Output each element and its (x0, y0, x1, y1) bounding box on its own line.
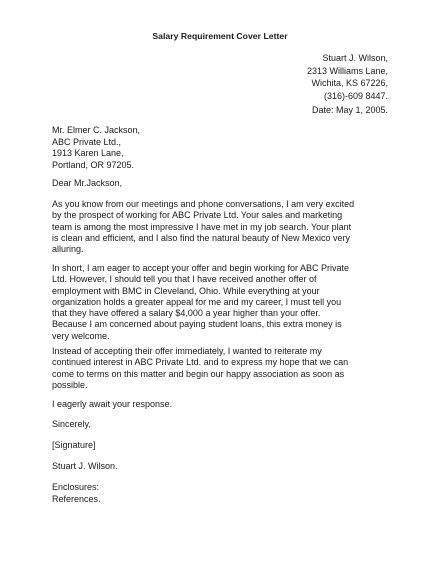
body-paragraph-4 (52, 399, 397, 410)
body-paragraph-3 (52, 346, 397, 391)
sender-name: Stuart J. Wilson, (322, 53, 388, 63)
recipient-name: Mr. Elmer C. Jackson, (52, 125, 141, 135)
sender-street: 2313 Williams Lane, (306, 65, 388, 76)
paragraph-line: possible. (52, 379, 88, 390)
signer-name: Stuart J. Wilson. (52, 461, 118, 471)
paragraph-line: come to terms on this matter and begin our happy association as soon as (52, 368, 345, 379)
body-paragraph-1 (52, 199, 397, 255)
paragraph-line: I eagerly await your response. (52, 399, 173, 409)
paragraph-line: team is among the most impressive I have met in my job search. Your plant (52, 221, 352, 232)
enclosures-item: References. (52, 493, 101, 504)
recipient-city: Portland, OR 97205. (52, 159, 135, 170)
paragraph-line: In short, I am eager to accept your offer and begin working for ABC Private (52, 263, 349, 273)
paragraph-line: that they have offered a salary $4,000 a year higher than your offer. (52, 308, 321, 319)
enclosures-label: Enclosures: (52, 482, 100, 492)
paragraph-line: As you know from our meetings and phone conversations, I am very excited (52, 199, 355, 209)
body-paragraph-2 (52, 263, 397, 342)
recipient-street: 1913 Karen Lane, (52, 148, 124, 158)
paragraph-line: organization holds a greater appeal for me and my career, I must tell you (52, 296, 342, 307)
paragraph-line: Ltd. However, I should tell you that I have received another offer of (52, 274, 317, 285)
document-title: Salary Requirement Cover Letter (152, 31, 288, 41)
salutation: Dear Mr.Jackson, (52, 178, 123, 188)
paragraph-line: continued interest in ABC Private Ltd. and to express my hope that we can (52, 357, 349, 368)
recipient-address-block (52, 125, 140, 171)
paragraph-line: by the prospect of working for ABC Private Ltd. Your sales and marketing (52, 210, 343, 221)
sender-phone: (316)-609 8447. (323, 90, 388, 101)
paragraph-line: very welcome. (52, 330, 110, 341)
sender-address-block (307, 52, 388, 102)
recipient-company: ABC Private Ltd., (52, 136, 122, 147)
paragraph-line: Because I am concerned about paying student loans, this extra money is (52, 319, 342, 330)
signature-placeholder: [Signature] (52, 440, 96, 450)
paragraph-line: alluring. (52, 244, 84, 255)
sender-city: Wichita, KS 67226, (311, 78, 388, 88)
paragraph-line: Instead of accepting their offer immediately, I wanted to reiterate my (52, 346, 322, 356)
paragraph-line: employment with BMC in Cleveland, Ohio. While everything at your (52, 285, 320, 296)
closing: Sincerely, (52, 419, 91, 429)
enclosures-block (52, 482, 101, 505)
paragraph-line: is clean and efficient, and I also find the natural beauty of New Mexico very (52, 232, 351, 243)
letter-date: Date: May 1, 2005. (311, 105, 388, 115)
